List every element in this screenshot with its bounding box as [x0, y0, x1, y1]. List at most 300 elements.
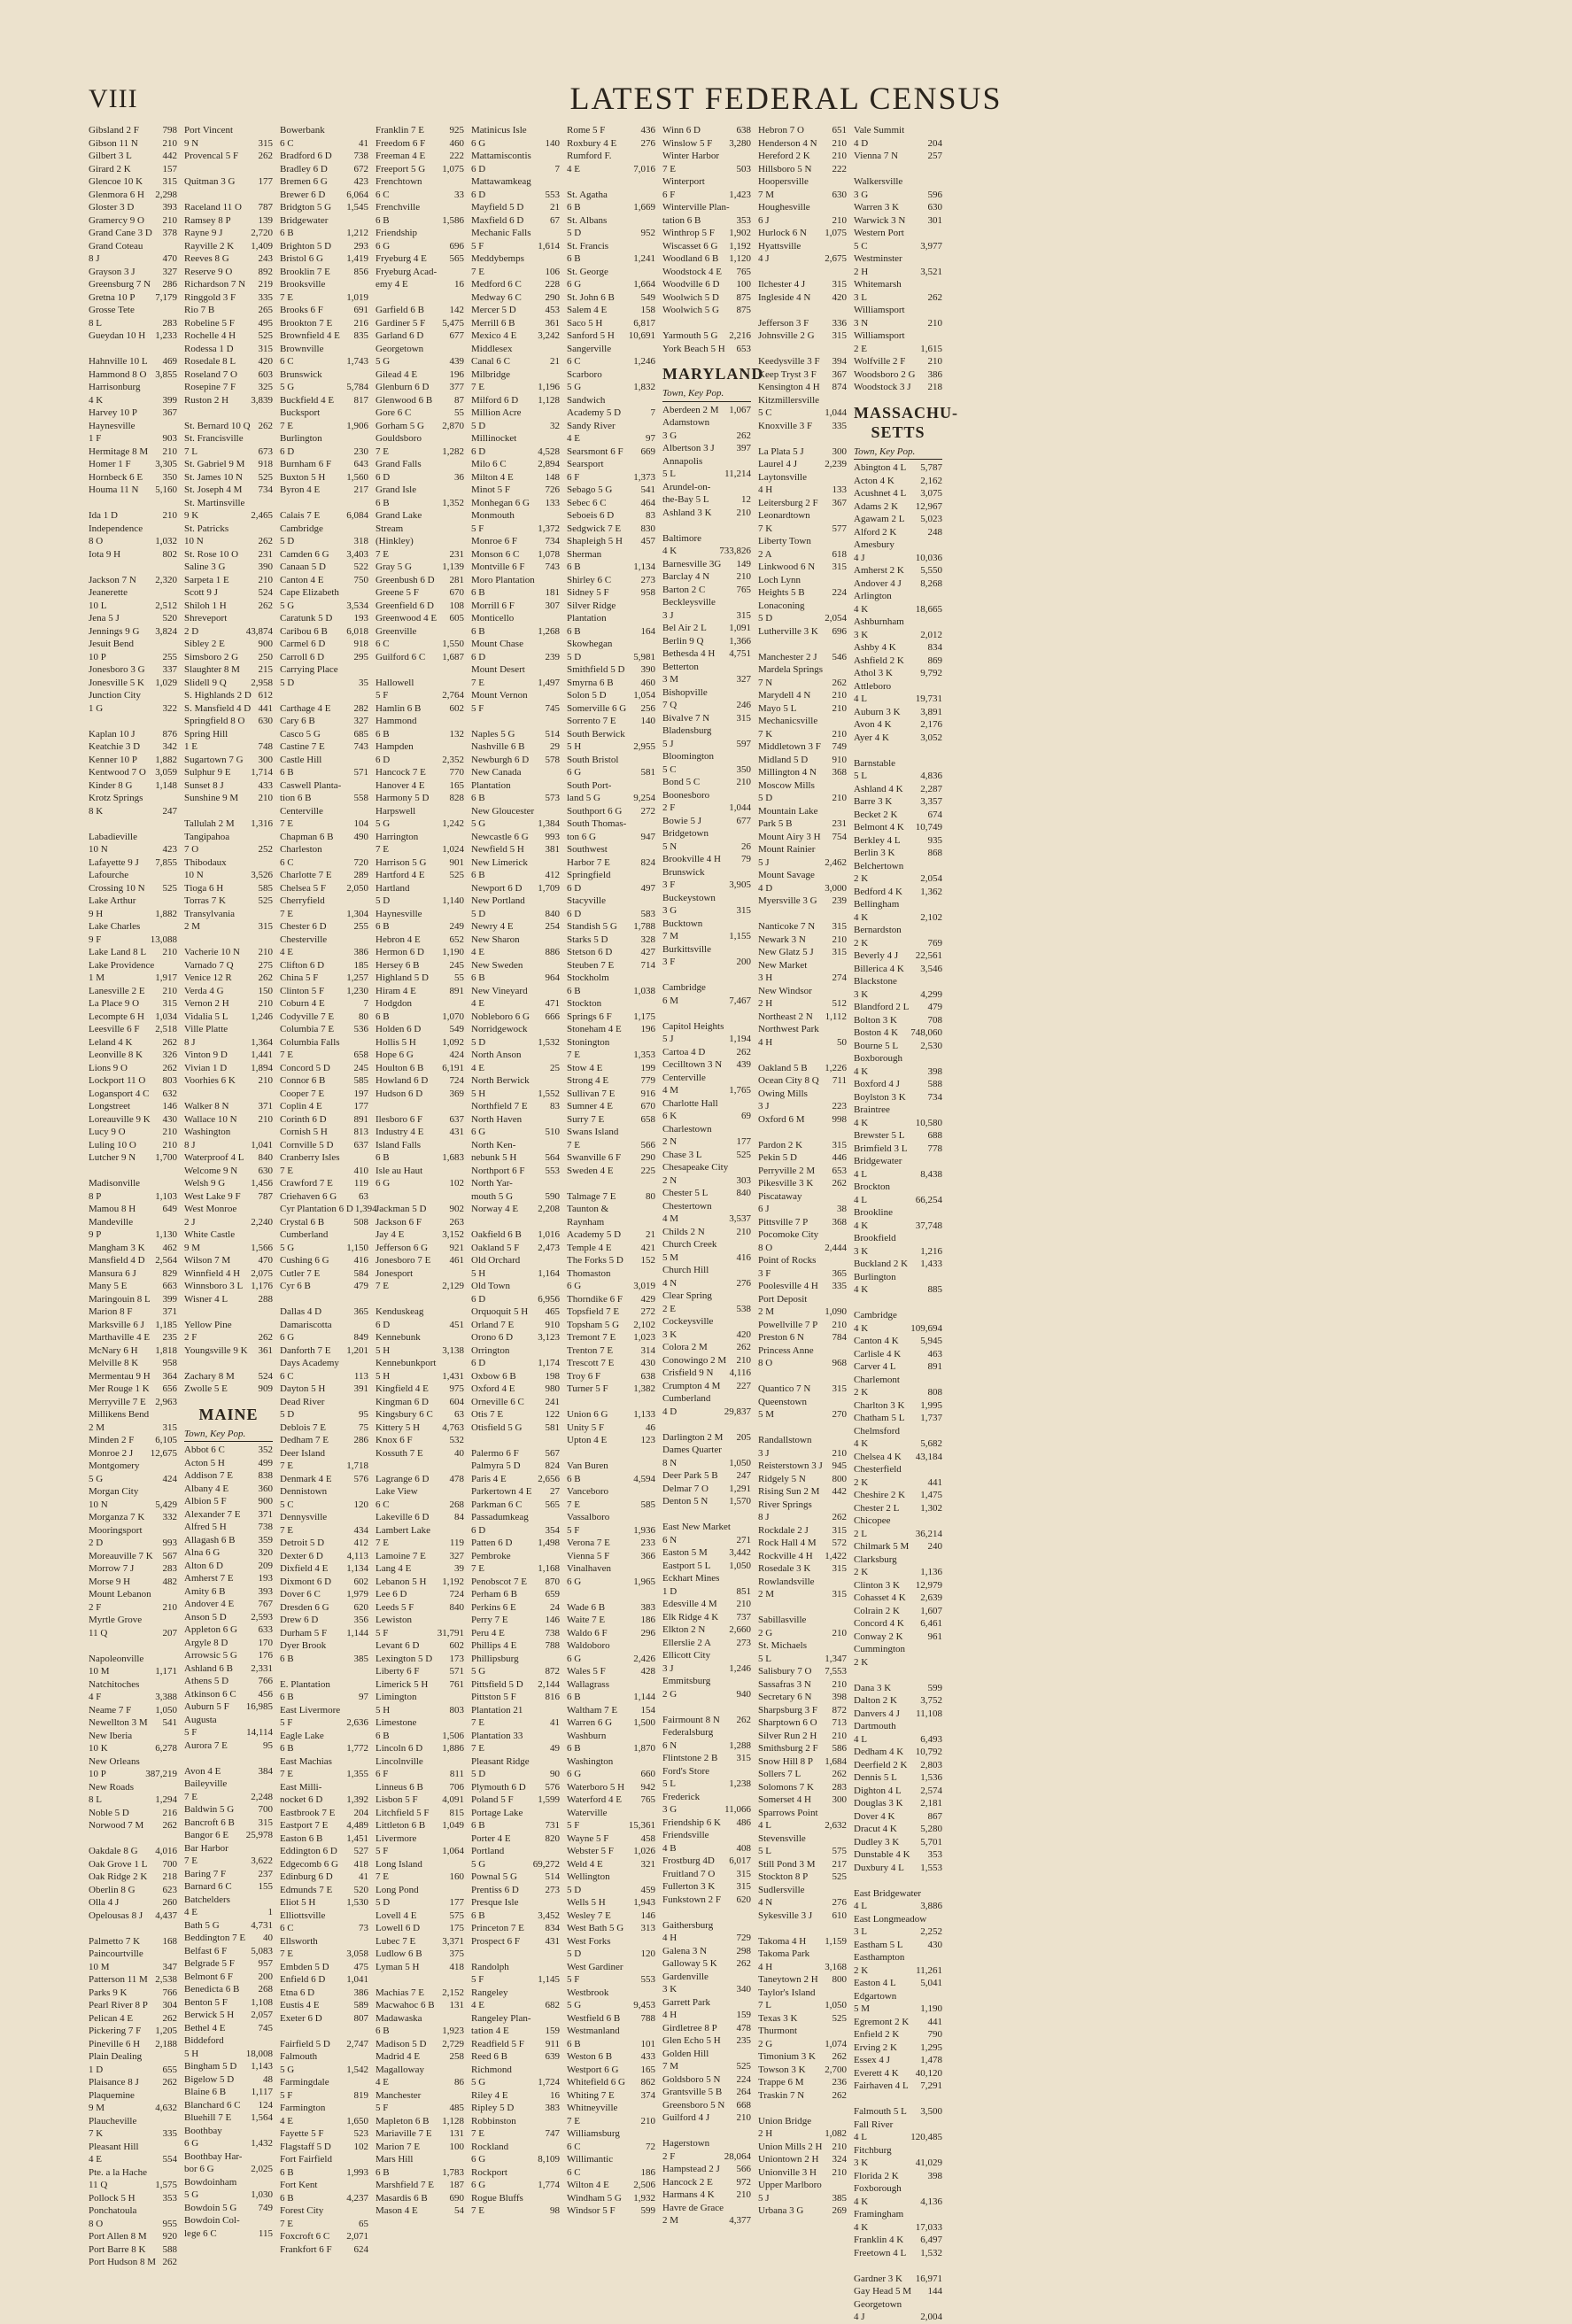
town-name: Ashland 6 B — [184, 1662, 233, 1674]
town-name: Moscow Mills — [758, 779, 815, 791]
town-name: Powellville 7 P — [758, 1319, 818, 1330]
town-name — [89, 1832, 91, 1846]
town-name: Pocomoke City — [758, 1229, 819, 1240]
population: 286 — [162, 279, 177, 290]
census-entry — [758, 2064, 847, 2077]
census-entry — [280, 985, 368, 998]
town-name: Shirley 6 C — [567, 574, 612, 585]
population: 441 — [258, 702, 273, 714]
town-name: Logansport 4 C — [89, 1088, 150, 1099]
census-entry — [758, 933, 847, 947]
town-name: Woodville 6 D — [662, 279, 720, 290]
population: 1,230 — [346, 985, 368, 996]
population: 918 — [353, 639, 368, 649]
population: 5,429 — [155, 1499, 177, 1510]
population: 565 — [449, 253, 464, 264]
population — [654, 1562, 655, 1576]
town-name: 8 L — [89, 1794, 102, 1805]
population: 1,882 — [155, 754, 177, 765]
population: 48 — [263, 2073, 273, 2085]
census-entry — [471, 163, 560, 176]
town-name: 5 F — [280, 2089, 293, 2101]
census-entry — [376, 908, 464, 921]
town-name: Canal 6 C — [471, 356, 510, 367]
census-entry — [471, 2153, 560, 2166]
town-name: Augusta — [184, 1714, 217, 1725]
town-name: Academy 5 D — [567, 407, 622, 418]
town-name — [758, 1370, 761, 1383]
census-entry — [89, 278, 177, 291]
town-name: La Place 9 O — [89, 998, 140, 1009]
town-name: Carver 4 L — [854, 1361, 896, 1372]
census-entry — [567, 137, 655, 151]
town-name: 3 J — [758, 1447, 770, 1459]
census-entry — [567, 1151, 655, 1165]
population: 479 — [927, 1002, 942, 1012]
town-name: Mexico 4 E — [471, 330, 517, 341]
census-entry — [280, 1485, 368, 1499]
town-name: 7 E — [662, 163, 676, 174]
population: 412 — [545, 870, 560, 880]
census-entry — [471, 920, 560, 933]
town-name: 4 K — [854, 1220, 869, 1231]
population — [462, 484, 464, 497]
town-name: 5 G — [376, 356, 391, 367]
population: 460 — [449, 137, 464, 149]
town-name: Trenton 7 E — [567, 1344, 614, 1356]
town-name: 7 M — [662, 931, 679, 941]
town-name: Brunswick — [280, 368, 322, 380]
census-entry — [89, 2064, 177, 2077]
town-name: Searsport — [567, 459, 604, 469]
census-entry — [471, 484, 560, 497]
census-entry — [280, 831, 368, 844]
census-entry — [758, 946, 847, 959]
population: 690 — [449, 2192, 464, 2204]
town-name: Milford 6 D — [471, 394, 519, 406]
town-name: Deerfield 2 K — [854, 1759, 908, 1770]
town-name: New Portland — [471, 895, 525, 906]
town-name — [758, 1601, 761, 1615]
census-entry — [471, 1678, 560, 1692]
census-entry — [184, 1765, 273, 1778]
population — [749, 1290, 751, 1303]
census-entry — [376, 1935, 464, 1948]
population: 869 — [927, 655, 942, 666]
census-entry — [280, 2141, 368, 2154]
population: 1,783 — [442, 2166, 464, 2178]
census-entry — [376, 1678, 464, 1692]
census-entry — [854, 718, 942, 732]
census-entry — [662, 2086, 751, 2099]
town-name: Mountain Lake — [758, 805, 818, 817]
census-entry — [854, 1040, 942, 1053]
town-name: Knoxville 3 F — [758, 420, 813, 431]
town-name: Richmond — [471, 2064, 512, 2075]
census-entry — [854, 564, 942, 577]
census-entry — [89, 535, 177, 548]
town-name: St. Francisville — [184, 433, 244, 444]
population: 1,226 — [825, 1062, 847, 1073]
population — [558, 1280, 560, 1293]
population: 18,008 — [245, 2048, 273, 2059]
population: 525 — [449, 870, 464, 880]
population: 453 — [545, 305, 560, 315]
census-entry — [280, 997, 368, 1011]
town-name: 6 B — [567, 1692, 581, 1702]
town-name: Owing Mills — [758, 1088, 808, 1099]
population: 7,179 — [155, 291, 177, 303]
town-name: Gibson 11 N — [89, 137, 138, 149]
town-name: Pekin 5 D — [758, 1152, 797, 1163]
census-entry — [662, 1700, 751, 1714]
census-entry — [376, 214, 464, 228]
population: 952 — [640, 228, 655, 238]
population — [175, 586, 177, 600]
population — [654, 394, 655, 407]
town-name: Rochelle 4 H — [184, 330, 236, 341]
town-name: Salem 4 E — [567, 305, 608, 315]
town-name: Sollers 7 L — [758, 1769, 801, 1779]
census-entry — [758, 1408, 847, 1422]
town-name: Chatham 5 L — [854, 1413, 905, 1423]
population: 998 — [832, 1113, 847, 1125]
census-entry — [280, 586, 368, 600]
population — [941, 2119, 942, 2132]
census-entry — [854, 1874, 942, 1887]
population: 3,452 — [538, 1910, 560, 1921]
census-entry — [758, 1871, 847, 1884]
population: 1,456 — [251, 1178, 273, 1189]
population: 638 — [736, 125, 751, 136]
census-entry — [567, 638, 655, 651]
population: 838 — [258, 1470, 273, 1481]
population: 558 — [353, 793, 368, 803]
town-name: 3 G — [662, 1804, 678, 1815]
population: 737 — [736, 1611, 751, 1623]
census-entry — [471, 1473, 560, 1486]
population — [749, 918, 751, 931]
population: 210 — [736, 1354, 751, 1366]
town-name: Bucksport — [280, 407, 321, 418]
population: 525 — [258, 330, 273, 341]
population: 3,019 — [633, 1281, 655, 1291]
census-entry — [184, 1598, 273, 1611]
town-name: Unity 5 F — [567, 1422, 605, 1433]
census-entry — [471, 1499, 560, 1512]
town-name: Embden 5 D — [280, 1961, 329, 1972]
population: 649 — [162, 1204, 177, 1214]
census-entry — [89, 1036, 177, 1050]
census-entry — [376, 689, 464, 702]
town-name: Milo 6 C — [471, 459, 507, 469]
population: 98 — [550, 2205, 560, 2216]
town-name: Plymouth 6 D — [471, 1781, 526, 1793]
town-name: Jennings 9 G — [89, 625, 140, 637]
census-entry — [662, 1174, 751, 1188]
population: 398 — [927, 1065, 942, 1077]
town-name: Lutherville 3 K — [758, 625, 818, 637]
town-name: Point of Rocks — [758, 1255, 817, 1266]
town-name: Bedford 4 K — [854, 886, 902, 897]
town-name: Dead River — [280, 1396, 325, 1407]
population — [845, 1370, 847, 1383]
census-entry — [184, 1855, 273, 1868]
population: 538 — [736, 1303, 751, 1314]
town-name: Lincoln 6 D — [376, 1743, 423, 1754]
population: 185 — [353, 959, 368, 971]
population: 327 — [736, 674, 751, 685]
census-entry — [567, 1190, 655, 1204]
census-entry — [854, 1232, 942, 1245]
town-name: 4 K — [854, 2196, 869, 2207]
census-entry — [89, 1665, 177, 1678]
census-entry — [184, 1190, 273, 1204]
population: 1,432 — [251, 2138, 273, 2149]
census-entry — [376, 1151, 464, 1165]
population — [845, 1422, 847, 1435]
town-name: Somerset 4 H — [758, 1794, 811, 1805]
town-name: Franklin 4 K — [854, 2235, 904, 2245]
census-entry — [854, 744, 942, 757]
population: 834 — [927, 642, 942, 653]
population: 743 — [545, 562, 560, 572]
town-name: Bluehill 7 E — [184, 2112, 232, 2123]
census-entry — [662, 815, 751, 828]
population — [558, 805, 560, 818]
population: 315 — [736, 905, 751, 916]
town-name: 6 B — [567, 985, 581, 996]
town-name: Franklin 7 E — [376, 125, 424, 136]
population — [749, 1392, 751, 1406]
census-entry — [758, 1280, 847, 1293]
census-entry — [376, 946, 464, 959]
census-entry — [89, 407, 177, 420]
town-name: 5 D — [376, 1897, 391, 1908]
census-entry — [471, 1023, 560, 1036]
population: 525 — [162, 882, 177, 894]
population: 6,497 — [920, 2235, 942, 2245]
town-name: nocket 6 D — [280, 1794, 323, 1805]
town-name: Hampden — [376, 741, 414, 752]
census-entry — [758, 1177, 847, 1190]
population: 708 — [927, 1014, 942, 1026]
census-entry — [376, 137, 464, 151]
town-name: Pownal 5 G — [471, 1871, 517, 1882]
population: 4,113 — [346, 1550, 368, 1561]
census-entry — [280, 1961, 368, 1974]
town-name: Roseland 7 O — [184, 368, 237, 380]
census-entry — [471, 1910, 560, 1923]
town-name: 6 G — [471, 1127, 486, 1137]
population: 350 — [736, 763, 751, 775]
town-name: Bradford 6 D — [280, 151, 332, 161]
population: 375 — [449, 1948, 464, 1959]
population — [175, 1165, 177, 1178]
population: 210 — [832, 1319, 847, 1330]
population — [367, 2076, 368, 2089]
town-name: 4 N — [662, 1277, 678, 1289]
census-entry — [471, 1036, 560, 1050]
census-entry — [567, 445, 655, 459]
town-name: Havre de Grace — [662, 2202, 724, 2213]
population: 1,023 — [633, 1332, 655, 1343]
population: 262 — [736, 1342, 751, 1352]
population: 315 — [258, 137, 273, 149]
census-entry — [184, 484, 273, 497]
population: 46 — [646, 1422, 655, 1433]
town-name — [89, 715, 91, 728]
population: 1,192 — [729, 240, 751, 252]
population: 196 — [449, 368, 464, 380]
town-name: Castine 7 E — [280, 741, 325, 752]
population — [558, 1961, 560, 1974]
census-entry — [471, 317, 560, 330]
population: 315 — [832, 1383, 847, 1394]
population — [749, 175, 751, 189]
census-entry — [567, 1422, 655, 1435]
census-entry — [854, 1078, 942, 1091]
town-name: Marshfield 7 E — [376, 2180, 434, 2190]
census-entry — [662, 1817, 751, 1830]
town-name: Junction City — [89, 690, 141, 701]
town-name: Traskin 7 N — [758, 2089, 805, 2101]
town-name: Woodsboro 2 G — [854, 368, 916, 380]
population: 420 — [832, 291, 847, 303]
population — [558, 1550, 560, 1563]
population: 1,392 — [346, 1794, 368, 1805]
census-entry — [471, 1460, 560, 1473]
census-entry — [567, 1254, 655, 1267]
town-name: Warren 6 G — [567, 1717, 613, 1728]
population: 262 — [162, 2012, 177, 2024]
town-name: Fort Fairfield — [280, 2154, 332, 2165]
population — [749, 1906, 751, 1919]
population — [558, 612, 560, 625]
population: 315 — [258, 343, 273, 354]
population: 3,123 — [538, 1332, 560, 1343]
population — [941, 1425, 942, 1438]
town-name: Wolfville 2 F — [854, 356, 906, 367]
census-entry — [280, 304, 368, 317]
population — [558, 1948, 560, 1961]
population: 262 — [258, 536, 273, 546]
population: 273 — [545, 1884, 560, 1895]
population: 222 — [449, 151, 464, 161]
population: 2,240 — [251, 1216, 273, 1228]
census-entry — [567, 1807, 655, 1820]
census-entry — [280, 1768, 368, 1781]
census-entry — [758, 1511, 847, 1524]
town-name: St. Rose 10 O — [184, 548, 239, 560]
census-entry — [854, 1001, 942, 1014]
town-name: Grosse Tete — [89, 305, 135, 315]
population: 262 — [832, 1769, 847, 1779]
population: 565 — [545, 1499, 560, 1510]
population — [941, 2208, 942, 2221]
population — [367, 124, 368, 137]
town-name: Rowlandsville — [758, 1576, 815, 1587]
census-entry — [854, 1283, 942, 1297]
population — [749, 1264, 751, 1277]
town-name: Bel Air 2 L — [662, 623, 707, 633]
town-name — [758, 266, 761, 279]
census-entry — [758, 689, 847, 702]
census-entry — [471, 1653, 560, 1666]
population — [367, 1704, 368, 1717]
census-entry — [758, 600, 847, 613]
town-name: Mapleton 6 B — [376, 2115, 430, 2126]
population: 696 — [832, 625, 847, 637]
town-name: Friendship — [376, 228, 418, 238]
census-entry — [89, 574, 177, 587]
census-entry — [376, 1691, 464, 1704]
census-entry — [471, 1357, 560, 1370]
census-entry — [567, 972, 655, 985]
town-name: 6 B — [471, 1910, 485, 1921]
census-entry — [471, 689, 560, 702]
town-name: Monroe 2 J — [89, 1447, 134, 1459]
census-entry — [376, 1973, 464, 1987]
census-entry — [854, 667, 942, 680]
population — [175, 2166, 177, 2180]
population: 408 — [736, 1842, 751, 1854]
census-entry — [662, 699, 751, 712]
census-entry — [89, 625, 177, 639]
town-name: Waite 7 E — [567, 1615, 606, 1625]
town-name: 5 C — [758, 407, 772, 418]
census-entry — [89, 2012, 177, 2026]
town-name: Paris 4 E — [471, 1473, 507, 1484]
census-entry — [854, 2080, 942, 2093]
population: 486 — [736, 1817, 751, 1828]
town-name: Cyr 6 B — [280, 1281, 311, 1291]
town-name: 4 K — [854, 1322, 869, 1334]
population: 575 — [832, 1846, 847, 1856]
census-entry — [758, 663, 847, 677]
town-name: Takoma Park — [758, 1948, 810, 1959]
census-entry — [854, 949, 942, 963]
population: 1,241 — [633, 253, 655, 264]
census-entry — [471, 150, 560, 163]
census-entry — [662, 1354, 751, 1367]
census-entry — [854, 924, 942, 937]
population — [749, 2202, 751, 2215]
population: 1,353 — [633, 1050, 655, 1060]
census-entry — [758, 1537, 847, 1550]
town-name: West Bath 5 G — [567, 1923, 624, 1933]
population: 1,242 — [442, 818, 464, 829]
town-name: 5 H — [184, 2048, 199, 2059]
census-entry — [89, 1113, 177, 1127]
population: 371 — [258, 1508, 273, 1520]
town-name: 3 G — [854, 189, 869, 200]
town-name: Riley 4 E — [471, 2089, 508, 2101]
town-name: 6 C — [376, 1499, 390, 1510]
town-name: Randolph — [471, 1961, 509, 1972]
town-name: Winnfield 4 H — [184, 1267, 241, 1279]
town-name: 4 E — [471, 947, 484, 957]
town-name: 7 E — [280, 1050, 293, 1060]
town-name: 7 E — [376, 1871, 389, 1882]
town-name: Ashburnham — [854, 616, 904, 627]
population: 942 — [640, 1781, 655, 1793]
town-name: Chester 5 L — [662, 1188, 709, 1198]
population: 272 — [640, 1306, 655, 1317]
population — [558, 959, 560, 972]
census-entry — [567, 471, 655, 484]
town-name: Union 6 G — [567, 1409, 608, 1420]
